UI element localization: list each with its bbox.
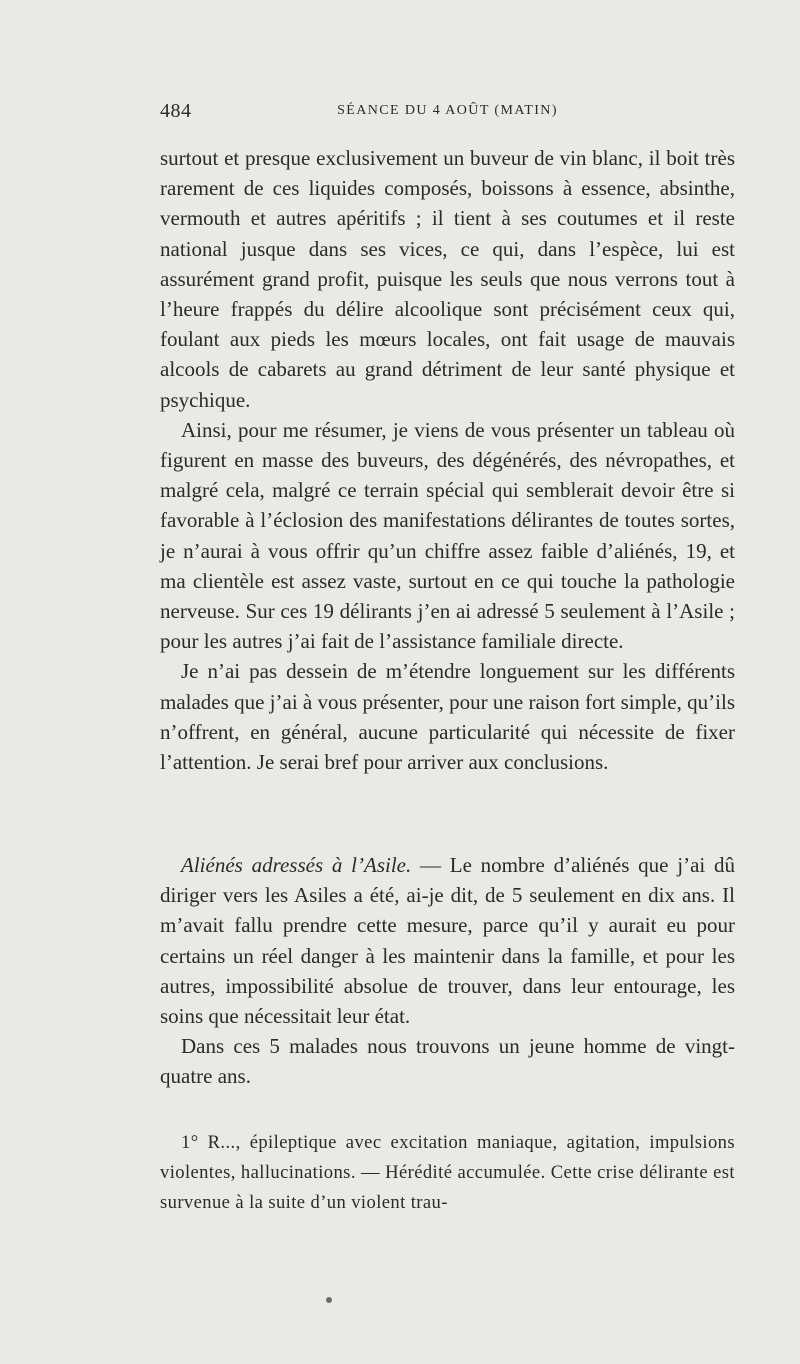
section-heading: Aliénés adressés à l’Asile. (181, 853, 412, 877)
section-text: — Le nombre d’aliénés que j’ai dû diriger vers les Asiles a été, ai-je dit, de 5 seulement en dix ans. Il m’avait fallu prendre cette mesure, parce qu’il y aurait eu pour certains un réel danger à les maintenir dans la famille, et pour les autres, impossibilité absolue de trouver, dans leur entourage, les soins que nécessitait leur état. (160, 853, 735, 1029)
page-number: 484 (160, 100, 192, 122)
page-header (160, 100, 735, 130)
paragraph-summary: Ainsi, pour me résumer, je viens de vous présenter un tableau où figurent en masse des buveurs, des dégénérés, des névropathes, et malgré cela, malgré ce terrain spécial qui semblerait devoir être si favorable à l’éclosion des manifestations délirantes de toutes sortes, je n’aurai à vous offrir qu’un chiffre assez faible d’aliénés, 19, et ma clientèle est assez vaste, surtout en ce qui touche la pathologie nerveuse. Sur ces 19 délirants j’en ai adressé 5 seulement à l’Asile ; pour les autres j’ai fait de l’assistance familiale directe. (160, 417, 735, 654)
case-note: 1° R..., épileptique avec excitation maniaque, agitation, impulsions violentes, hallucinations. — Hérédité accumulée. Cette crise délirante est survenue à la suite d’un violent trau- (160, 1132, 735, 1213)
case-note-block (160, 1128, 735, 1218)
section-paragraph-2: Dans ces 5 malades nous trouvons un jeune homme de vingt-quatre ans. (160, 1034, 735, 1089)
body-text-top (160, 143, 735, 777)
section-asylum (160, 850, 735, 1092)
running-head: SÉANCE DU 4 AOÛT (MATIN) (337, 103, 558, 118)
paragraph-intent: Je n’ai pas dessein de m’étendre longuement sur les différents malades que j’ai à vous présenter, pour une raison fort simple, qu’ils n’offrent, en général, aucune particularité qui nécessite de fixer l’attention. Je serai bref pour arriver aux conclusions. (160, 659, 735, 775)
section-paragraph (160, 850, 735, 1031)
paragraph-continuation: surtout et presque exclusivement un buveur de vin blanc, il boit très rarement de ces liquides composés, boissons à essence, absinthe, vermouth et autres apéritifs ; il tient à ses coutumes et il reste national jusque dans ses vices, ce qui, dans l’espèce, lui est assurément grand profit, puisque les seuls que nous verrons tout à l’heure frappés du délire alcoolique sont précisément ceux qui, foulant aux pieds les mœurs locales, ont fait usage de mauvais alcools de cabarets au grand détriment de leur santé physique et psychique. (160, 146, 735, 412)
ink-speck (326, 1297, 332, 1303)
